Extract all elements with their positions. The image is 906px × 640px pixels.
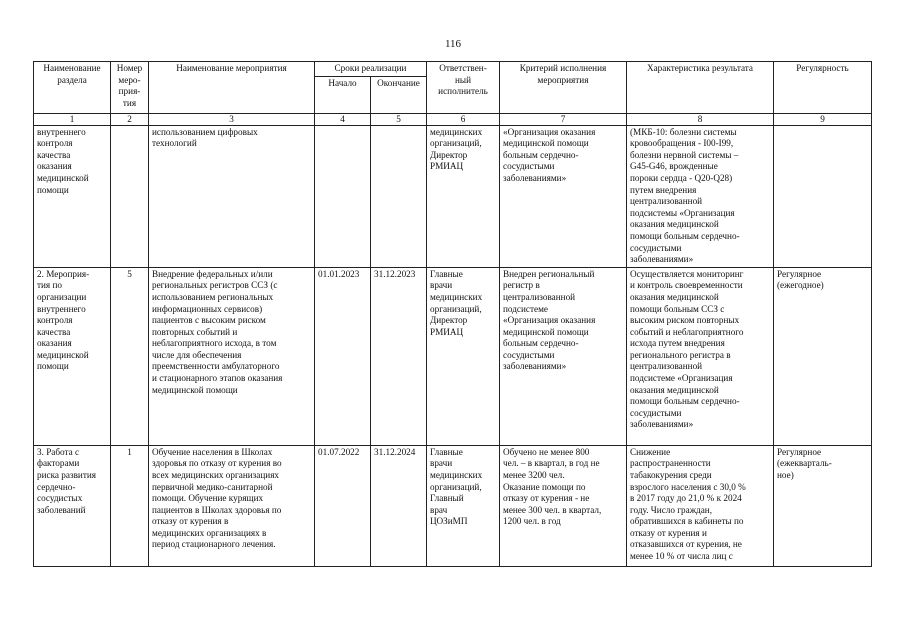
end-date-cell: 31.12.2024 — [371, 445, 427, 566]
start-date-cell: 01.01.2023 — [315, 267, 371, 445]
number-cell — [111, 125, 149, 267]
result-cell: Снижение распространенности табакокурения среди взрослого населения с 30,0 % в 2017 году до 21,0 % к 2024 году. Число граждан, обратившихся в кабинеты по отказу от курения и отказавшихся от курения, не менее 10 % от числа лиц с — [627, 445, 774, 566]
header-start: Начало — [315, 76, 371, 113]
responsible-cell: медицинских организаций, Директор РМИАЦ — [427, 125, 500, 267]
result-cell: (МКБ-10: болезни системы кровообращения - I00-I99, болезни нервной системы – G45-G46, врожденные пороки сердца - Q20-Q28) путем внедрения централизованной подсистемы «Организация оказания медицинской помощи больным сердечно- сосудистыми заболеваниями» — [627, 125, 774, 267]
responsible-cell: Главные врачи медицинских организаций, Главный врач ЦОЗиМП — [427, 445, 500, 566]
criterion-cell: Внедрен региональный регистр в централизованной подсистеме «Организация оказания медицинской помощи больным сердечно- сосудистыми заболеваниями» — [500, 267, 627, 445]
header-criterion: Критерий исполнения мероприятия — [500, 62, 627, 114]
number-cell: 5 — [111, 267, 149, 445]
header-responsible: Ответствен- ный исполнитель — [427, 62, 500, 114]
column-number: 5 — [371, 113, 427, 125]
page-number: 116 — [444, 38, 462, 50]
column-number: 6 — [427, 113, 500, 125]
header-activity-name: Наименование мероприятия — [149, 62, 315, 114]
table-row — [34, 445, 872, 566]
header-timing: Сроки реализации — [315, 62, 427, 77]
table-row — [34, 267, 872, 445]
section-cell: 3. Работа с факторами риска развития сердечно- сосудистых заболеваний — [34, 445, 111, 566]
section-cell: внутреннего контроля качества оказания медицинской помощи — [34, 125, 111, 267]
column-number: 1 — [34, 113, 111, 125]
header-section-name: Наименование раздела — [34, 62, 111, 114]
activity-plan-table — [33, 61, 872, 567]
regularity-cell — [774, 125, 872, 267]
responsible-cell: Главные врачи медицинских организаций, Директор РМИАЦ — [427, 267, 500, 445]
section-cell: 2. Мероприя- тия по организации внутреннего контроля качества оказания медицинской помощи — [34, 267, 111, 445]
header-result: Характеристика результата — [627, 62, 774, 114]
activity-cell: Обучение населения в Школах здоровья по отказу от курения во всех медицинских организациях первичной медико-санитарной помощи. Обучение курящих пациентов в Школах здоровья по отказу от курения в медицинских организациях в период стационарного лечения. — [149, 445, 315, 566]
result-cell: Осуществляется мониторинг и контроль своевременности оказания медицинской помощи больным ССЗ с высоким риском повторных событий и неблагоприятного исхода путем внедрения регионального регистра в централизованной подсистеме «Организация оказания медицинской помощи больным сердечно- сосудистыми заболеваниями» — [627, 267, 774, 445]
header-end: Окончание — [371, 76, 427, 113]
start-date-cell — [315, 125, 371, 267]
header-activity-number: Номер меро- прия- тия — [111, 62, 149, 114]
activity-cell: Внедрение федеральных и/или региональных регистров ССЗ (с использованием региональных информационных сервисов) пациентов с высоким риском повторных событий и неблагоприятного исхода, в том числе для обеспечения преемственности амбулаторного и стационарного этапов оказания медицинской помощи — [149, 267, 315, 445]
header-row-1 — [34, 62, 872, 77]
end-date-cell: 31.12.2023 — [371, 267, 427, 445]
end-date-cell — [371, 125, 427, 267]
table-row — [34, 125, 872, 267]
start-date-cell: 01.07.2022 — [315, 445, 371, 566]
column-number-row — [34, 113, 872, 125]
header-regularity: Регулярность — [774, 62, 872, 114]
activity-cell: использованием цифровых технологий — [149, 125, 315, 267]
criterion-cell: «Организация оказания медицинской помощи больным сердечно- сосудистыми заболеваниями» — [500, 125, 627, 267]
column-number: 4 — [315, 113, 371, 125]
column-number: 3 — [149, 113, 315, 125]
column-number: 2 — [111, 113, 149, 125]
column-number: 9 — [774, 113, 872, 125]
criterion-cell: Обучено не менее 800 чел. – в квартал, в год не менее 3200 чел. Оказание помощи по отказу от курения - не менее 300 чел. в квартал, 1200 чел. в год — [500, 445, 627, 566]
number-cell: 1 — [111, 445, 149, 566]
regularity-cell: Регулярное (ежегодное) — [774, 267, 872, 445]
column-number: 8 — [627, 113, 774, 125]
regularity-cell: Регулярное (ежекварталь- ное) — [774, 445, 872, 566]
column-number: 7 — [500, 113, 627, 125]
